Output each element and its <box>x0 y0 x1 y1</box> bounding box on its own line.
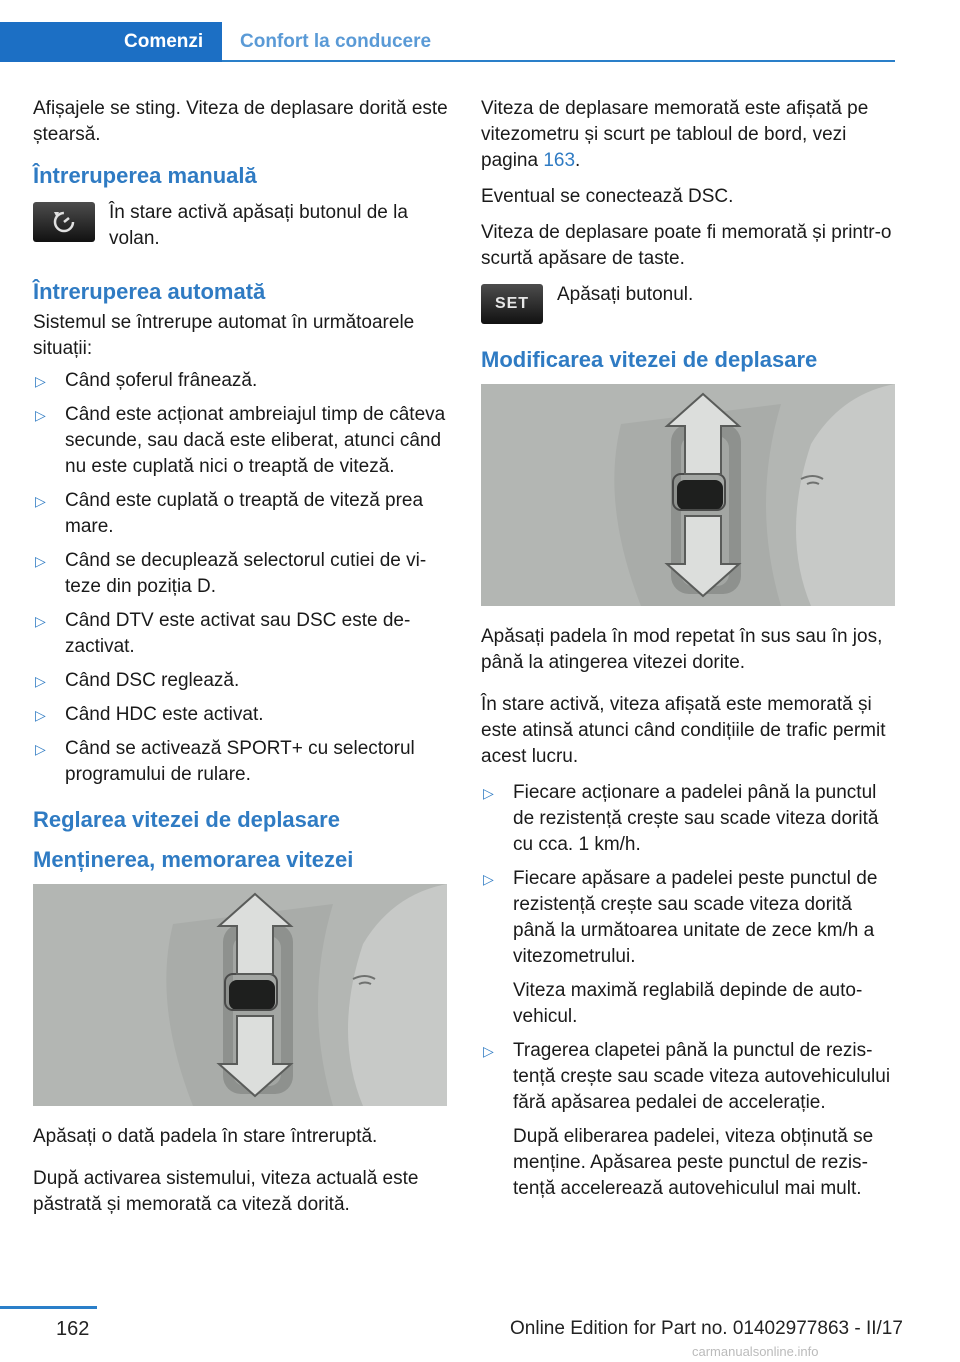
steering-wheel-photo-2 <box>481 384 895 606</box>
triangle-bullet-icon: ▷ <box>35 373 46 389</box>
cruise-resume-button-icon <box>33 202 95 242</box>
list-item: ▷ Tragerea clapetei până la punctul de rezistență crește sau scade viteza autovehiculului fără apăsarea pedalei de accelerație. După eliberarea padelei, viteza obținută se menține. Apăsarea peste punctul de rezistență accelerează autovehiculul mai mult. <box>481 1038 896 1202</box>
triangle-bullet-icon: ▷ <box>35 613 46 629</box>
list-item: ▷ Când șoferul frânează. <box>33 368 448 394</box>
tab-comenzi[interactable]: Comenzi <box>0 22 222 62</box>
set-button-row <box>481 282 896 324</box>
list-item: ▷ Fiecare apăsare a padelei peste punctul de rezistență crește sau scade viteza dorită până la următoarea unitate de zece km/h a vitezometrului. Viteza maximă reglabilă depinde de autovehicul. <box>481 866 896 1030</box>
sub-note: Viteza maximă reglabilă depinde de autovehicul. <box>513 980 863 1027</box>
left-column <box>33 96 448 1228</box>
paragraph: Eventual se conectează DSC. <box>481 186 734 207</box>
list-item: ▷ Când este cuplată o treaptă de viteză prea mare. <box>35 490 424 537</box>
manual-text: În stare activă apăsați butonul de la volan. <box>109 202 408 249</box>
list-item: ▷ Când HDC este activat. <box>33 702 448 728</box>
speed-adjust-list <box>481 780 896 1202</box>
heading-reglare: Reglarea vitezei de deplasare <box>33 807 340 832</box>
triangle-bullet-icon: ▷ <box>483 785 494 801</box>
page-number: 162 <box>56 1318 90 1340</box>
padela-text: Apăsați padela în mod repetat în sus sau în jos, până la atingerea vitezei dorite. <box>481 626 883 673</box>
paragraph: Afișajele se sting. Viteza de deplasare dorită este ștearsă. <box>33 98 448 145</box>
list-item: ▷ Când este acționat ambreiajul timp de câteva secunde, sau dacă este eliberat, atunci când nu este cuplată nici o treaptă de viteză. <box>35 404 446 477</box>
heading-modificare: Modificarea vitezei de deplasare <box>481 347 818 372</box>
footer-rule <box>0 1306 97 1309</box>
paragraph: Viteza de deplasare memorată este afișată pe vitezometru și scurt pe tabloul de bord, vezi pagina 163. <box>481 98 869 171</box>
triangle-bullet-icon: ▷ <box>483 871 494 887</box>
paragraph: Viteza de deplasare poate fi memorată și printr-o scurtă apăsare de taste. <box>481 222 892 269</box>
set-text: Apăsați butonul. <box>557 284 694 305</box>
triangle-bullet-icon: ▷ <box>35 673 46 689</box>
auto-intro: Sistemul se întrerupe automat în următoarele situații: <box>33 312 415 359</box>
header-tabs <box>0 0 895 62</box>
list-item: ▷ Când se decuplează selectorul cutiei de viteze din poziția D. <box>35 550 427 597</box>
triangle-bullet-icon: ▷ <box>35 707 46 723</box>
page-link[interactable]: 163 <box>543 150 576 171</box>
triangle-bullet-icon: ▷ <box>35 493 46 509</box>
after-activation-text: După activarea sistemului, viteza actuală este păstrată și memorată ca viteză dorită. <box>33 1168 419 1215</box>
sub-note: După eliberarea padelei, viteza obținută se menține. Apăsarea peste punctul de rezistență accelerează autovehiculul mai mult. <box>513 1126 874 1199</box>
heading-auto: Întreruperea automată <box>33 279 266 304</box>
right-column <box>481 96 896 1210</box>
auto-interrupt-list <box>33 368 448 788</box>
heading-manual: Întreruperea manuală <box>33 163 257 188</box>
tab-confort[interactable]: Confort la conducere <box>240 31 432 52</box>
steering-wheel-photo <box>33 884 447 1106</box>
triangle-bullet-icon: ▷ <box>483 1043 494 1059</box>
active-text: În stare activă, viteza afișată este memorată și este atinsă atunci când condițiile de trafic permit acest lucru. <box>481 694 886 767</box>
watermark: carmanualsonline.info <box>692 1344 819 1359</box>
triangle-bullet-icon: ▷ <box>35 407 46 423</box>
triangle-bullet-icon: ▷ <box>35 553 46 569</box>
manual-interrupt-row <box>33 200 448 252</box>
heading-mentinere: Menținerea, memorarea vitezei <box>33 847 354 872</box>
press-once-text: Apăsați o dată padela în stare întreruptă. <box>33 1126 378 1147</box>
list-item: ▷ Când se activează SPORT+ cu selectorul programului de rulare. <box>35 738 415 785</box>
list-item: ▷ Când DSC reglează. <box>33 668 448 694</box>
list-item: ▷ Fiecare acționare a padelei până la punctul de rezistență crește sau scade viteza dorită cu cca. 1 km/h. <box>483 782 879 855</box>
triangle-bullet-icon: ▷ <box>35 741 46 757</box>
set-button-icon: SET <box>481 284 543 324</box>
edition-text: Online Edition for Part no. 01402977863 - II/17 <box>510 1318 903 1339</box>
list-item: ▷ Când DTV este activat sau DSC este dezactivat. <box>35 610 411 657</box>
